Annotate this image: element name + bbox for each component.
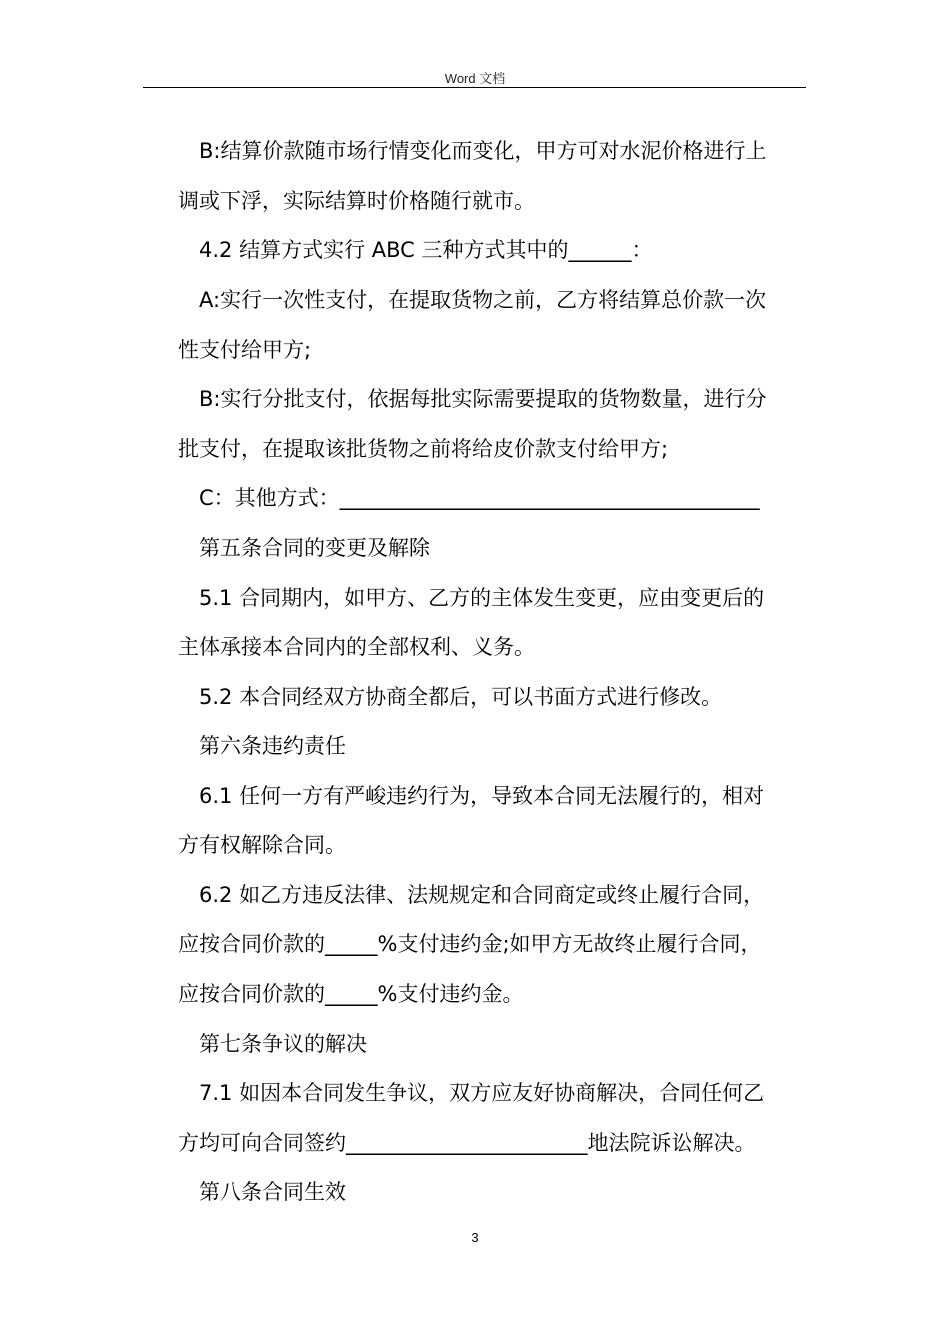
paragraph-line: 方均可向合同签约_______________________地法院诉讼解决。 <box>178 1131 756 1155</box>
section-heading: 第八条合同生效 <box>199 1180 346 1204</box>
paragraph-line: B:结算价款随市场行情变化而变化，甲方可对水泥价格进行上 <box>199 139 767 163</box>
header-divider <box>143 87 806 88</box>
paragraph-line: 4.2 结算方式实行 ABC 三种方式其中的______： <box>199 238 653 262</box>
section-heading: 第五条合同的变更及解除 <box>199 536 430 560</box>
paragraph-line: 6.2 如乙方违反法律、法规规定和合同商定或终止履行合同， <box>199 883 765 907</box>
paragraph-line: B:实行分批支付，依据每批实际需要提取的货物数量，进行分 <box>199 387 767 411</box>
section-heading: 第六条违约责任 <box>199 734 346 758</box>
paragraph-line: 批支付，在提取该批货物之前将给皮价款支付给甲方; <box>178 437 669 461</box>
section-heading: 第七条争议的解决 <box>199 1032 367 1056</box>
paragraph-line: A:实行一次性支付，在提取货物之前，乙方将结算总价款一次 <box>199 288 767 312</box>
paragraph-line: 5.1 合同期内，如甲方、乙方的主体发生变更，应由变更后的 <box>199 586 765 610</box>
paragraph-line: 7.1 如因本合同发生争议，双方应友好协商解决，合同任何乙 <box>199 1081 765 1105</box>
paragraph-line: 应按合同价款的_____%支付违约金。 <box>178 982 524 1006</box>
paragraph-line: 调或下浮，实际结算时价格随行就市。 <box>178 189 535 213</box>
page-number: 3 <box>471 1230 479 1245</box>
paragraph-line: 应按合同价款的_____%支付违约金;如甲方无故终止履行合同， <box>178 932 762 956</box>
paragraph-line: 5.2 本合同经双方协商全都后，可以书面方式进行修改。 <box>199 685 723 709</box>
page-header-title: Word 文档 <box>444 71 506 86</box>
paragraph-line: 主体承接本合同内的全部权利、义务。 <box>178 635 535 659</box>
paragraph-line: 性支付给甲方; <box>178 338 312 362</box>
paragraph-line: C：其他方式：________________________________________ <box>199 486 760 510</box>
paragraph-line: 方有权解除合同。 <box>178 833 346 857</box>
paragraph-line: 6.1 任何一方有严峻违约行为，导致本合同无法履行的，相对 <box>199 784 765 808</box>
